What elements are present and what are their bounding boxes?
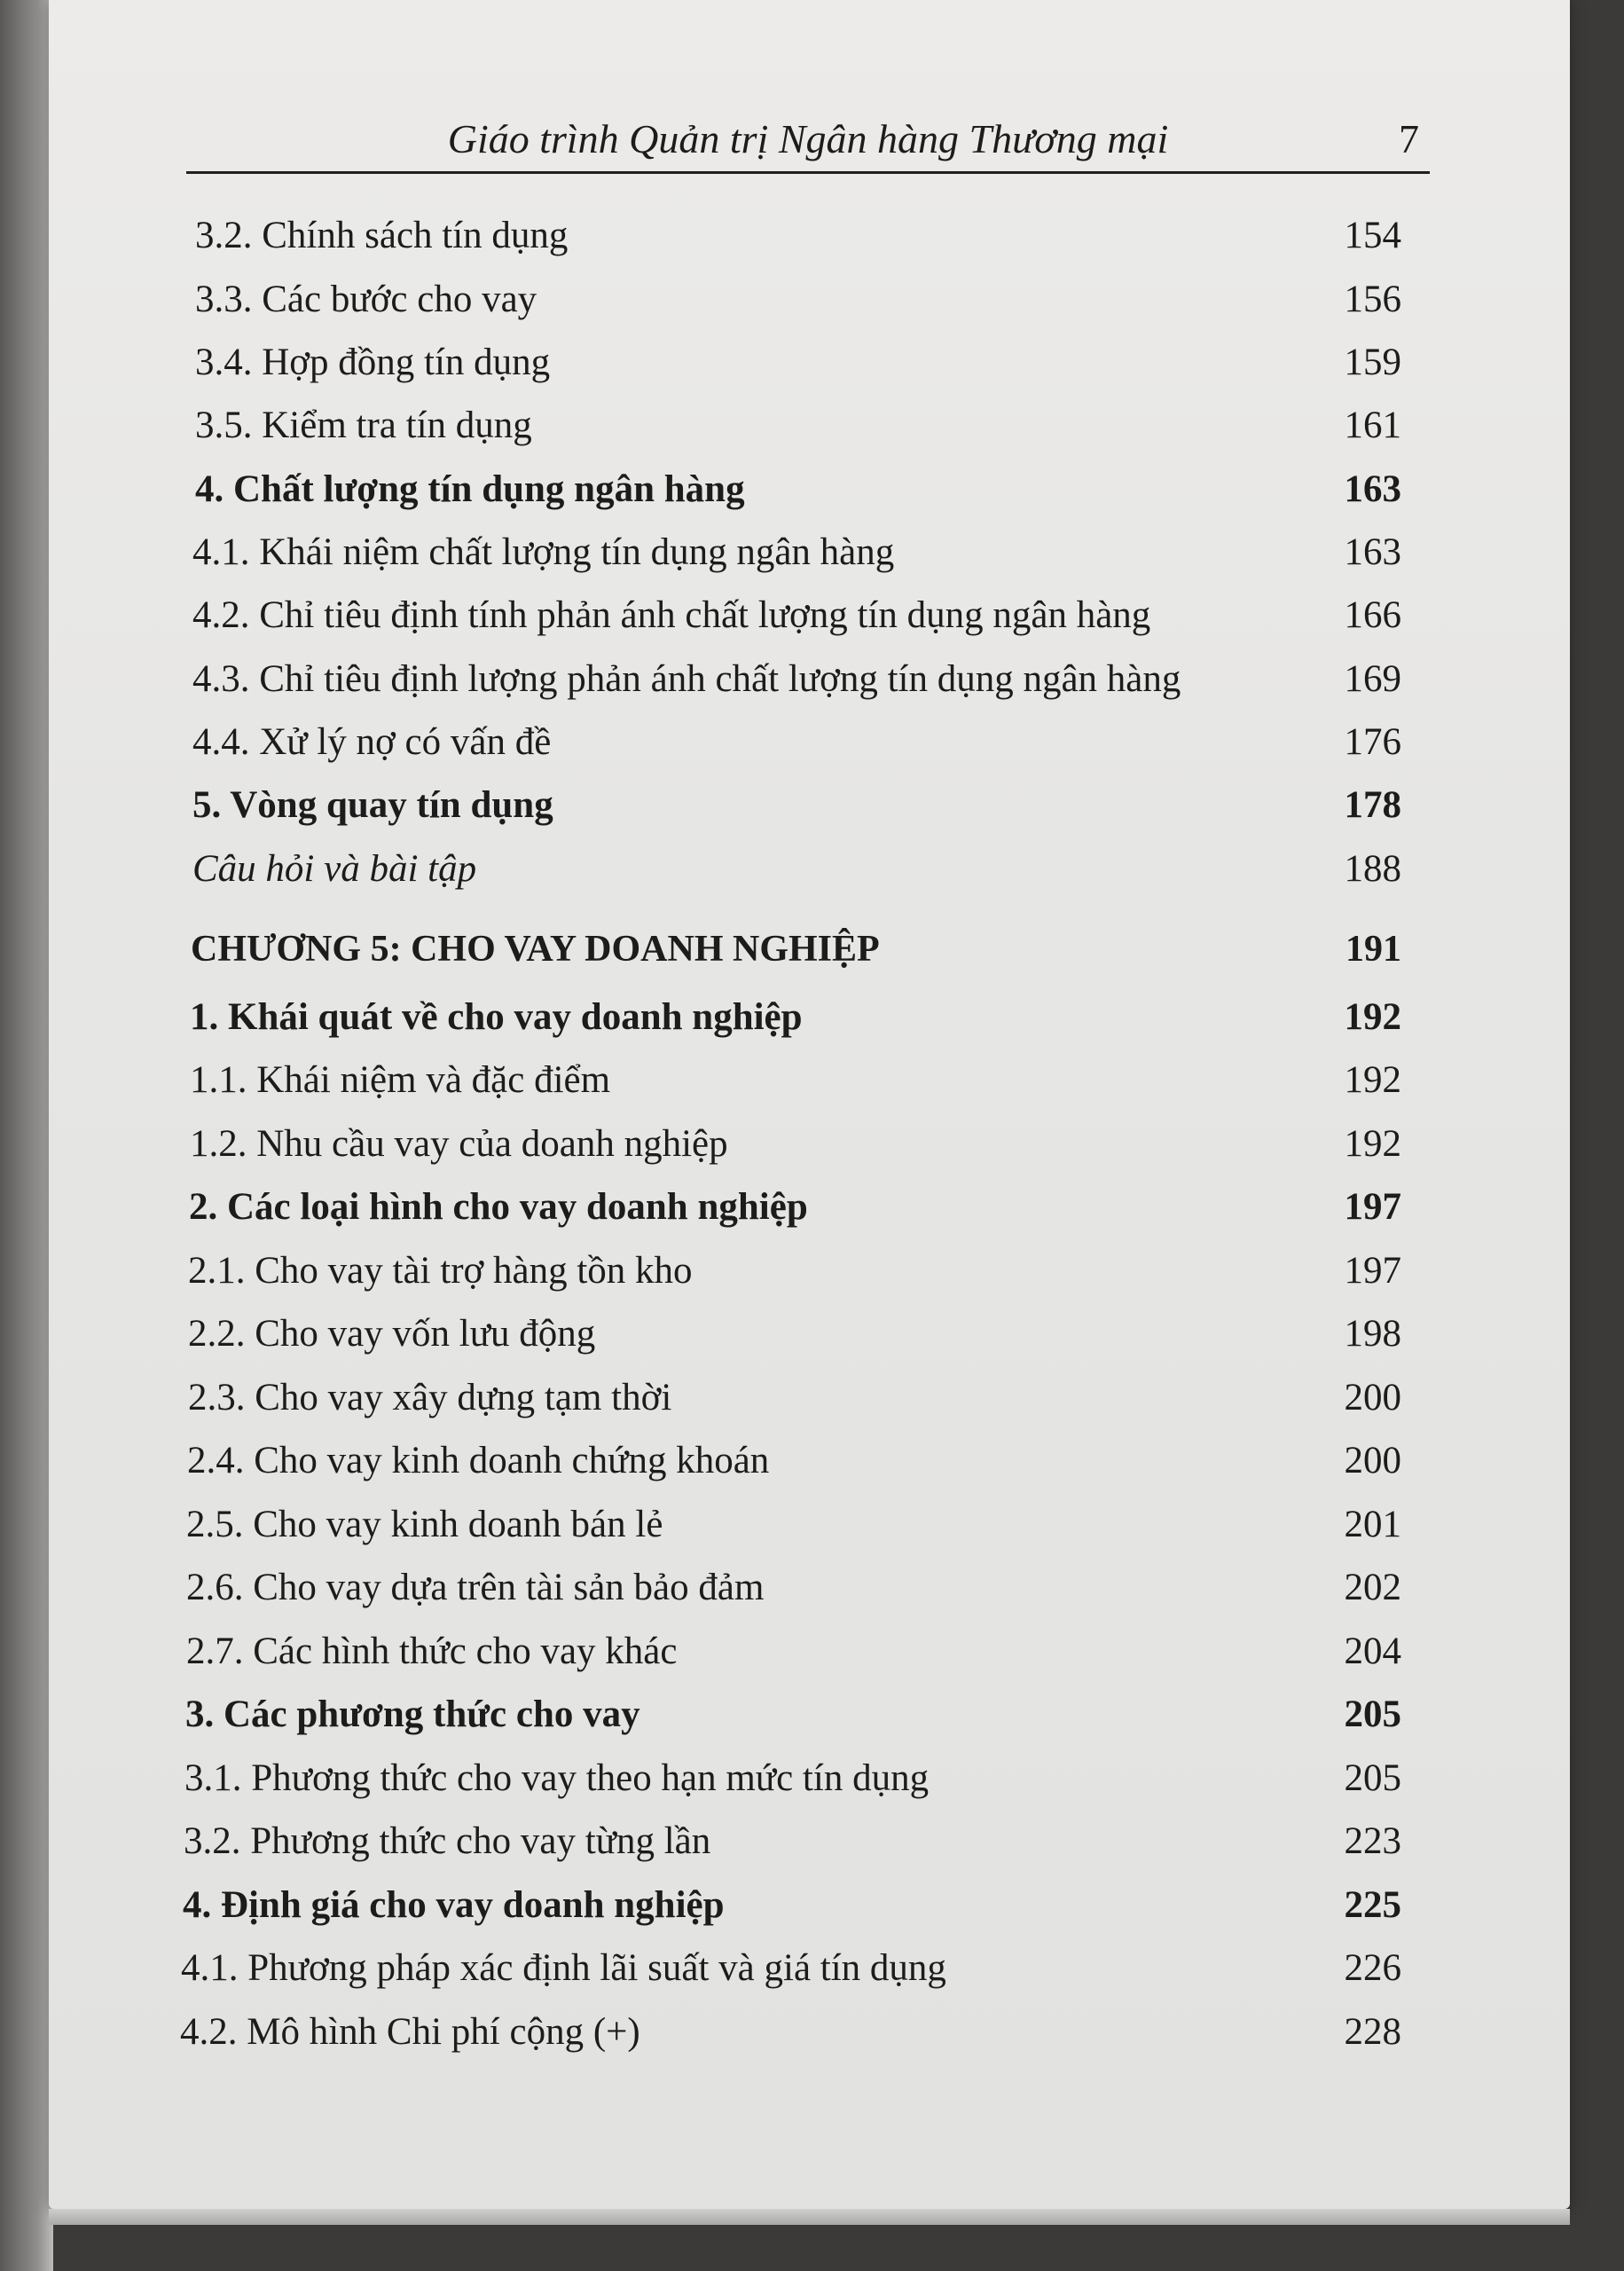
- toc-entry-page: 176: [1344, 721, 1401, 763]
- toc-entry-page: 198: [1344, 1313, 1401, 1355]
- toc-entry-page: 163: [1344, 468, 1401, 510]
- toc-row: [183, 1879, 1401, 1932]
- toc-row: [195, 336, 1401, 389]
- toc-row: [192, 716, 1401, 769]
- toc-entry-page: 163: [1344, 531, 1401, 573]
- toc-row: [195, 209, 1401, 263]
- toc-row: [188, 1308, 1401, 1361]
- toc-row: [188, 1245, 1401, 1298]
- toc-row: [192, 779, 1401, 832]
- toc-entry-title: 4.2. Mô hình Chi phí cộng (+): [180, 2011, 640, 2053]
- toc-entry-page: 192: [1344, 996, 1401, 1038]
- toc-entry-title: 4. Định giá cho vay doanh nghiệp: [183, 1884, 725, 1926]
- toc-entry-page: 192: [1344, 1123, 1401, 1165]
- toc-entry-title: 5. Vòng quay tín dụng: [192, 784, 553, 826]
- toc-row: [195, 463, 1401, 516]
- toc-entry-title: 1.1. Khái niệm và đặc điểm: [190, 1059, 611, 1101]
- toc-entry-title: 3.4. Hợp đồng tín dụng: [195, 342, 551, 383]
- toc-entry-title: 4. Chất lượng tín dụng ngân hàng: [195, 468, 745, 510]
- toc-entry-title: 2.2. Cho vay vốn lưu động: [188, 1313, 596, 1355]
- toc-row: [190, 1054, 1401, 1107]
- toc-entry-title: 3.1. Phương thức cho vay theo hạn mức tín dụng: [184, 1757, 930, 1799]
- toc-entry-title: 3.2. Phương thức cho vay từng lần: [184, 1820, 711, 1862]
- toc-entry-page: 225: [1344, 1884, 1401, 1926]
- toc-entry-page: 205: [1344, 1693, 1401, 1735]
- toc-row: [180, 2006, 1401, 2059]
- toc-row: [192, 526, 1401, 579]
- toc-entry-title: 2. Các loại hình cho vay doanh nghiệp: [189, 1186, 808, 1228]
- toc-row: [185, 1688, 1401, 1741]
- toc-entry-title: CHƯƠNG 5: CHO VAY DOANH NGHIỆP: [191, 929, 880, 970]
- toc-row: [186, 1498, 1401, 1552]
- toc-row: [186, 1561, 1401, 1615]
- toc-entry-title: 4.1. Khái niệm chất lượng tín dụng ngân hàng: [192, 531, 895, 573]
- toc-row: [188, 1371, 1401, 1425]
- toc-row: [181, 1942, 1401, 1995]
- toc-row: [192, 589, 1401, 642]
- toc-row: [186, 1625, 1401, 1678]
- toc-row: [195, 399, 1401, 452]
- toc-chapter-row: [191, 923, 1401, 976]
- toc-entry-title: 4.1. Phương pháp xác định lãi suất và giá tín dụng: [181, 1947, 946, 1989]
- toc-entry-page: 192: [1344, 1059, 1401, 1101]
- toc-entry-page: 161: [1344, 405, 1401, 446]
- toc-entry-page: 200: [1344, 1440, 1401, 1481]
- toc-entry-page: 228: [1344, 2011, 1401, 2053]
- toc-entry-title: 2.7. Các hình thức cho vay khác: [186, 1631, 678, 1672]
- toc-entry-page: 205: [1344, 1757, 1401, 1799]
- toc-entry-title: 4.2. Chỉ tiêu định tính phản ánh chất lượng tín dụng ngân hàng: [192, 594, 1151, 636]
- toc-entry-page: 202: [1344, 1567, 1401, 1608]
- toc-entry-title: 1. Khái quát về cho vay doanh nghiệp: [190, 996, 803, 1038]
- header-page-number: 7: [1399, 116, 1419, 161]
- toc-entry-page: 223: [1344, 1820, 1401, 1862]
- toc-entry-page: 166: [1344, 594, 1401, 636]
- toc-row: [184, 1815, 1401, 1868]
- toc-entry-title: 2.4. Cho vay kinh doanh chứng khoán: [187, 1440, 770, 1481]
- toc-row: [184, 1752, 1401, 1805]
- toc-entry-title: 3. Các phương thức cho vay: [185, 1693, 640, 1735]
- toc-row: [195, 273, 1401, 326]
- toc-entry-page: 156: [1344, 279, 1401, 320]
- toc-entry-page: 197: [1344, 1250, 1401, 1292]
- toc-entry-page: 204: [1344, 1631, 1401, 1672]
- toc-row: [190, 991, 1401, 1044]
- toc-row: [192, 653, 1401, 706]
- toc-entry-page: 191: [1345, 929, 1401, 970]
- toc-entry-page: 178: [1344, 784, 1401, 826]
- toc-row: [190, 1118, 1401, 1171]
- toc-entry-title: 4.4. Xử lý nợ có vấn đề: [192, 721, 552, 763]
- toc-row: [189, 1181, 1401, 1234]
- toc-row: [187, 1434, 1401, 1488]
- toc-entry-title: Câu hỏi và bài tập: [192, 848, 477, 890]
- toc-entry-title: 4.3. Chỉ tiêu định lượng phản ánh chất lượng tín dụng ngân hàng: [192, 658, 1181, 700]
- toc-entry-page: 169: [1344, 658, 1401, 700]
- header-title: Giáo trình Quản trị Ngân hàng Thương mại: [447, 116, 1169, 161]
- toc-entry-title: 3.3. Các bước cho vay: [195, 279, 537, 320]
- toc-entry-page: 197: [1344, 1186, 1401, 1228]
- toc-entry-title: 3.2. Chính sách tín dụng: [195, 215, 569, 256]
- toc-entry-page: 226: [1344, 1947, 1401, 1989]
- toc-entry-title: 1.2. Nhu cầu vay của doanh nghiệp: [190, 1123, 728, 1165]
- toc-entry-page: 159: [1344, 342, 1401, 383]
- toc-entry-title: 2.3. Cho vay xây dựng tạm thời: [188, 1377, 672, 1418]
- toc-entry-page: 201: [1344, 1504, 1401, 1545]
- toc-entry-page: 200: [1344, 1377, 1401, 1418]
- toc-entry-page: 154: [1344, 215, 1401, 256]
- toc-entry-title: 3.5. Kiểm tra tín dụng: [195, 405, 532, 446]
- toc-entry-title: 2.5. Cho vay kinh doanh bán lẻ: [186, 1504, 663, 1545]
- toc-row: [192, 843, 1401, 896]
- toc-entry-title: 2.1. Cho vay tài trợ hàng tồn kho: [188, 1250, 693, 1292]
- toc-entry-page: 188: [1344, 848, 1401, 890]
- toc-entry-title: 2.6. Cho vay dựa trên tài sản bảo đảm: [186, 1567, 765, 1608]
